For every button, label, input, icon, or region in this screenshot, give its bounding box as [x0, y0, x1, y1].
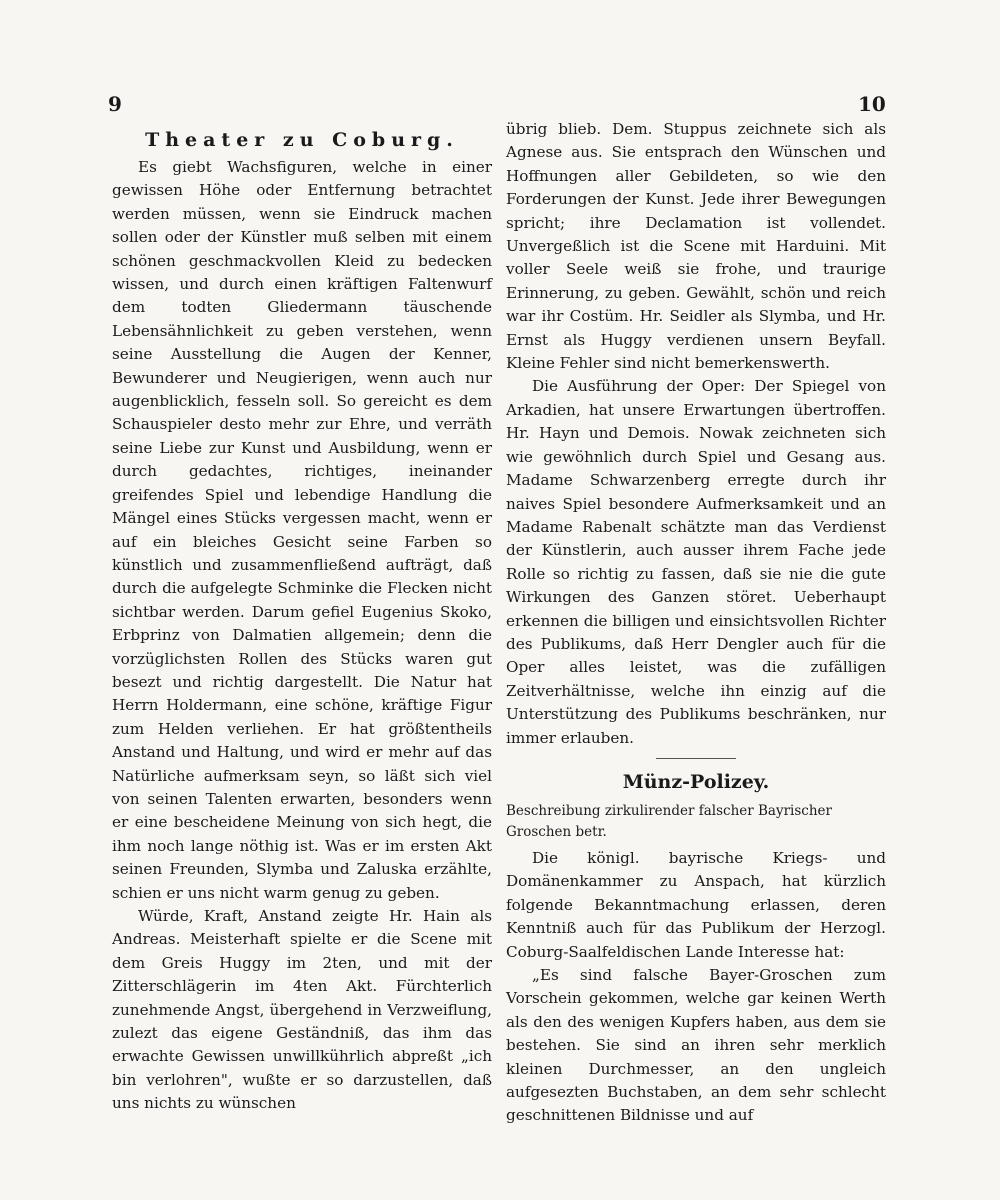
article-subheading: Beschreibung zirkulirender falscher Bayrischer Groschen betr. [506, 802, 832, 840]
paragraph: „Es sind falsche Bayer-Groschen zum Vorschein gekommen, welche gar keinen Werth als den des wenigen Kupfers haben, aus dem sie bestehen. Sie sind an ihren sehr merklich kleinen Durchmesser, an den ungleich aufgesezten Buchstaben, an dem sehr schlecht geschnittenen Bildnisse und auf [506, 966, 886, 1125]
right-column [506, 118, 886, 1128]
page-number-left: 9 [108, 92, 122, 116]
paragraph: Es giebt Wachsfiguren, welche in einer gewissen Höhe oder Entfernung betrachtet werden müssen, wenn sie Eindruck machen sollen oder der Künstler muß selben mit einem schönen geschmackvollen Kleid zu bedecken wissen, und durch einen kräftigen Faltenwurf dem todten Gliedermann täuschende Lebensähnlichkeit zu geben verstehen, wenn seine Ausstellung die Augen der Kenner, Bewunderer und Neugierigen, wenn auch nur augenblicklich, fesseln soll. So gereicht es dem Schauspieler desto mehr zur Ehre, und verräth seine Liebe zur Kunst und Ausbildung, wenn er durch gedachtes, richtiges, ineinander greifendes Spiel und lebendige Handlung die Mängel eines Stücks vergessen macht, wenn er auf ein bleiches Gesicht seine Farben so künstlich und zusammenfließend aufträgt, daß durch die aufgelegte Schminke die Flecken nicht sichtbar werden. Darum gefiel Eugenius Skoko, Erbprinz von Dalmatien allgemein; denn die vorzüglichsten Rollen des Stücks waren gut besezt und richtig dargestellt. Die Natur hat Herrn Holdermann, eine schöne, kräftige Figur zum Helden verliehen. Er hat größtentheils Anstand und Haltung, und wird er mehr auf das Natürliche aufmerksam seyn, so läßt sich viel von seinen Talenten erwarten, besonders wenn er eine bescheidene Meinung von sich hegt, die ihm noch lange nöthig ist. Was er im ersten Akt seinen Freunden, Slymba und Zaluska erzählte, schien er uns nicht warm genug zu geben. [112, 158, 492, 902]
paragraph: Die königl. bayrische Kriegs- und Domänenkammer zu Anspach, hat kürzlich folgende Bekanntmachung erlassen, deren Kenntniß auch für das Publikum der Herzogl. Coburg-Saalfeldischen Lande Interesse hat: [506, 848, 886, 961]
paragraph: Die Ausführung der Oper: Der Spiegel von Arkadien, hat unsere Erwartungen übertroffen. Hr. Hayn und Demois. Nowak zeichneten sich wie gewöhnlich durch Spiel und Gesang aus. Madame Schwarzenberg erregte durch ihr naives Spiel besondere Aufmerksamkeit und an Madame Rabenalt schätzte man das Verdienst der Künstlerin, auch ausser ihrem Fache jede Rolle so richtig zu fassen, daß sie nie die gute Wirkungen des Ganzen störet. Ueberhaupt erkennen die billigen und einsichtsvollen Richter des Publikums, daß Herr Dengler auch für die Oper alles leistet, was die zufälligen Zeitverhältnisse, welche ihn einzig auf die Unterstützung des Publikums beschränken, nur immer erlauben. [506, 377, 886, 747]
article-heading-muenz: Münz-Polizey. [622, 770, 770, 793]
article-heading-theater: Theater zu Coburg. [145, 129, 459, 151]
paragraph: Würde, Kraft, Anstand zeigte Hr. Hain als Andreas. Meisterhaft spielte er die Scene mit dem Greis Huggy im 2ten, und mit der Zitterschlägerin im 4ten Akt. Fürchterlich zunehmende Angst, übergehend in Verzweiflung, zulezt das eigene Geständniß, das ihm das erwachte Gewissen unwillkührlich abpreßt „ich bin verlohren", wußte er so darzustellen, daß uns nichts zu wünschen [112, 907, 492, 1113]
paragraph: übrig blieb. Dem. Stuppus zeichnete sich als Agnese aus. Sie entsprach den Wünschen und Hoffnungen aller Gebildeten, so wie den Forderungen der Kunst. Jede ihrer Bewegungen spricht; ihre Declamation ist vollendet. Unvergeßlich ist die Scene mit Harduini. Mit voller Seele weiß sie frohe, und traurige Erinnerung, zu geben. Gewählt, schön und reich war ihr Costüm. Hr. Seidler als Slymba, und Hr. Ernst als Huggy verdienen unsern Beyfall. Kleine Fehler sind nicht bemerkenswerth. [506, 120, 886, 373]
section-divider [656, 758, 736, 759]
page-number-right: 10 [858, 92, 886, 116]
left-column [112, 118, 492, 1116]
